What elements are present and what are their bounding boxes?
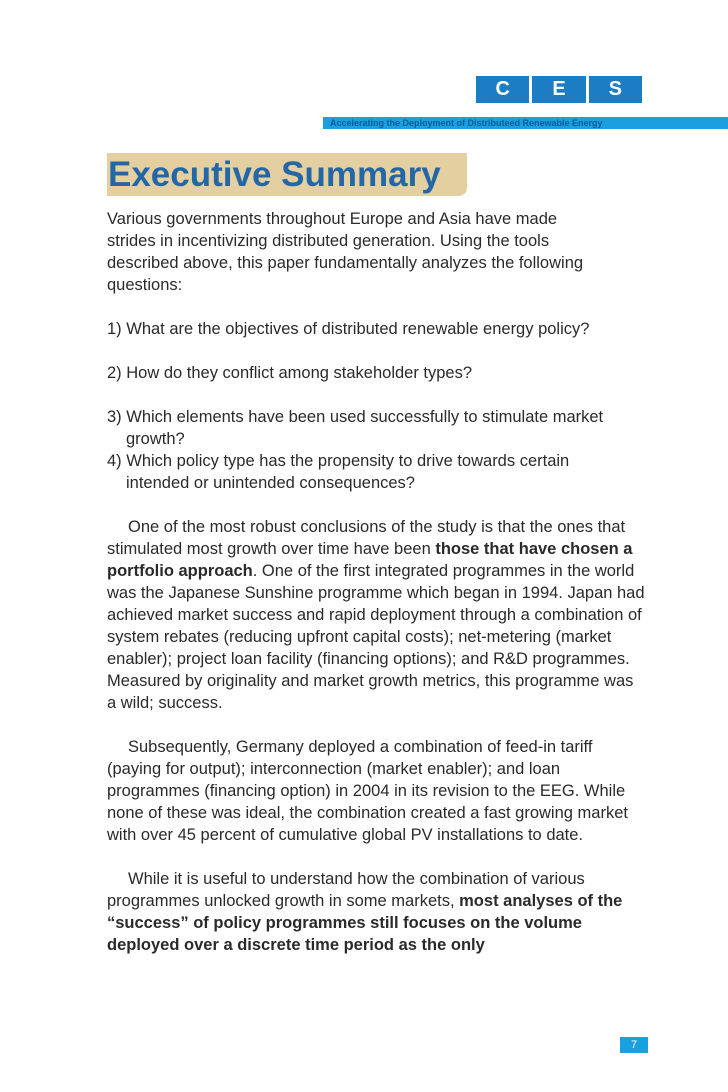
paragraph-portfolio-text: One of the most robust conclusions of the study is that the ones that stimulated most growth over time have been [107, 518, 626, 558]
page-number: 7 [620, 1037, 648, 1053]
intro-line: strides in incentivizing distributed generation. Using the tools [107, 232, 550, 250]
paragraph-analyses [107, 868, 647, 956]
question-2: 2) How do they conflict among stakeholder types? [107, 364, 473, 382]
tagline: Accelerating the Deployment of Distributeed Renewable Energy [330, 118, 603, 128]
paragraph-analyses-bold: most analyses of the “success” of policy programmes still focuses on the volume deployed over a discrete time period as the only [107, 892, 623, 954]
paragraph-germany: Subsequently, Germany deployed a combination of feed-in tariff (paying for output); interconnection (market enabler); and loan programmes (financing option) in 2004 in its revision to the EEG. While none of these was ideal, the combination created a fast growing market with over 45 percent of cumulative global PV installations to date. [107, 738, 628, 844]
ces-logo [476, 76, 642, 103]
question-3: 3) Which elements have been used successfully to stimulate market growth? [107, 408, 604, 448]
intro-line: questions: [107, 276, 183, 294]
paragraph-portfolio-bold: those that have chosen a portfolio approach [107, 540, 633, 580]
logo-letter-e: E [532, 76, 585, 103]
page-title: Executive Summary [108, 155, 441, 194]
body-text [107, 208, 647, 956]
question-1: 1) What are the objectives of distributed renewable energy policy? [107, 320, 590, 338]
paragraph-portfolio [107, 516, 647, 714]
intro-line: Various governments throughout Europe and Asia have made [107, 210, 558, 228]
logo-letter-c: C [476, 76, 529, 103]
intro-paragraph [107, 208, 647, 296]
paragraph-analyses-text: While it is useful to understand how the combination of various programmes unlocked growth in some markets, [107, 870, 585, 910]
intro-line: described above, this paper fundamentally analyzes the following [107, 254, 584, 272]
question-4: 4) Which policy type has the propensity to drive towards certain intended or unintended consequences? [107, 452, 570, 492]
logo-letter-s: S [589, 76, 642, 103]
paragraph-portfolio-rest: . One of the first integrated programmes in the world was the Japanese Sunshine programme which began in 1994. Japan had achieved market success and rapid deployment through a combination of system rebates (reducing upfront capital costs); net-metering (market enabler); project loan facility (financing options); and R&D programmes. Measured by originality and market growth metrics, this programme was a wild; success. [107, 562, 645, 712]
